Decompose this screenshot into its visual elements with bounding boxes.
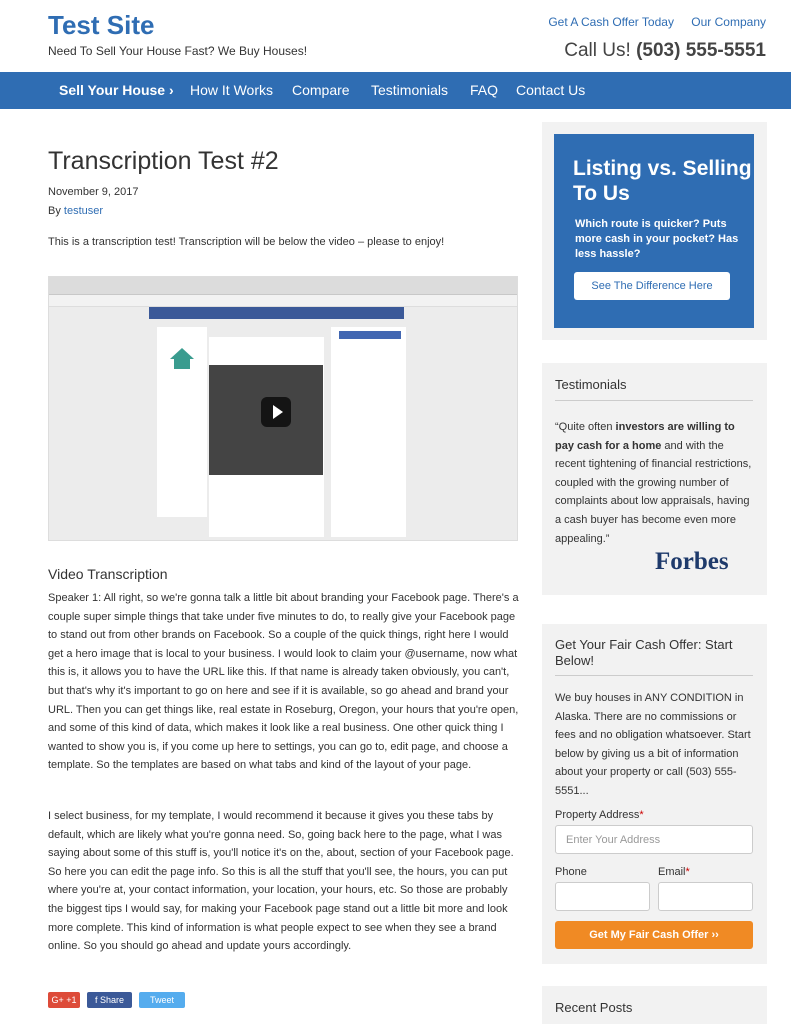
address-label-text: Property Address <box>555 809 640 821</box>
email-label-text: Email <box>658 866 686 878</box>
transcription-paragraph-2: I select business, for my template, I would recommend it because it gives you these tabs by default, which are likely what you're gonna need. So, going back here to the page, what I was saying about some of this stuff is, you'll notice it's on the, about, section of your Facebook page. So here you can edit the page info. So this is all the stuff that you'll see, the hours, you can put where you're at, your contact information, your location, your hours, etc. So those are probably the biggest tips I would say, for making your Facebook page stand out a little bit more and look more complete. This kind of information is what people expect to see when they see a brand online. So you should go ahead and update yours accordingly. <box>48 810 514 953</box>
required-mark: * <box>639 809 644 821</box>
top-link-cash-offer[interactable]: Get A Cash Offer Today <box>548 15 674 29</box>
site-header <box>0 0 791 72</box>
call-us-label: Call Us! <box>564 40 631 61</box>
transcription-heading: Video Transcription <box>48 566 168 582</box>
promo-text: Which route is quicker? Puts more cash in your pocket? Has less hassle? <box>575 218 739 260</box>
phone-label: Phone <box>555 866 587 878</box>
post-intro: This is a transcription test! Transcription will be below the video – please to enjoy! <box>48 236 445 248</box>
video-facebook-right-column <box>331 327 406 537</box>
transcription-paragraph-1: Speaker 1: All right, so we're gonna talk a little bit about branding your Facebook page. There's a couple super simple things that take under five minutes to do, to really give your Facebook page to stand out from other brands on Facebook. So a couple of the quick things, right here I would get a hero image that is local to your business. I would look to claim your @username, now what this is, it allows you to have the URL like this. If that name is already taken obviously, you can't, but that's why it's important to go on here and see if it is available, so go ahead and brand your URL. Then you can get things like, real estate in Roseburg, Oregon, your hours that you're open, and some of this kind of data, which makes it look like a real business. One other quick thing I wanted to show you is, if you come up here to settings, you can go to, edit page, and choose a template. So the templates are based on what tabs and kind of the layout of your page. <box>48 592 519 772</box>
top-link-our-company[interactable]: Our Company <box>691 15 766 29</box>
listing-vs-selling-promo <box>554 134 754 328</box>
video-contact-button <box>339 331 401 339</box>
recent-posts-heading: Recent Posts <box>555 1000 633 1015</box>
call-us <box>564 40 766 62</box>
site-logo[interactable]: Test Site <box>48 10 155 40</box>
play-icon[interactable] <box>261 397 291 427</box>
testimonials-heading: Testimonials <box>555 377 627 392</box>
quote-end: and with the recent tightening of financial restrictions, coupled with the growing number of complaints about low appraisals, having a cash buyer has become even more appealing.” <box>555 439 752 545</box>
main-nav <box>0 72 791 109</box>
video-browser-tabbar <box>49 295 518 307</box>
nav-item-compare[interactable]: Compare <box>292 82 350 98</box>
testimonial-quote <box>555 418 753 548</box>
email-input[interactable] <box>658 882 753 911</box>
twitter-share-button[interactable]: Tweet <box>139 992 185 1008</box>
post-date: November 9, 2017 <box>48 186 139 198</box>
form-heading: Get Your Fair Cash Offer: Start Below! <box>555 637 733 668</box>
quote-start: “Quite often <box>555 421 616 433</box>
byline-label: By <box>48 205 61 217</box>
promo-heading: Listing vs. Selling To Us <box>573 157 752 205</box>
address-input[interactable]: Enter Your Address <box>555 825 753 854</box>
form-description: We buy houses in ANY CONDITION in Alaska. There are no commissions or fees and no obligation whatsoever. Start below by giving us a bit of information about your property or call (503) 555-5551... <box>555 692 751 797</box>
nav-item-sell-your-house[interactable]: Sell Your House › <box>59 82 174 98</box>
house-icon <box>167 343 197 373</box>
divider <box>555 675 753 676</box>
site-tagline: Need To Sell Your House Fast? We Buy Houses! <box>48 44 308 58</box>
video-browser-menubar <box>49 277 518 295</box>
email-label <box>658 866 690 878</box>
see-difference-button[interactable]: See The Difference Here <box>574 272 730 300</box>
phone-input[interactable] <box>555 882 650 911</box>
video-facebook-bar <box>149 307 404 319</box>
divider <box>555 400 753 401</box>
nav-item-testimonials[interactable]: Testimonials <box>371 82 449 98</box>
nav-item-faq[interactable]: FAQ <box>470 82 499 98</box>
facebook-share-button[interactable]: f Share <box>87 992 132 1008</box>
phone-number[interactable]: (503) 555-5551 <box>636 40 766 61</box>
author-link[interactable]: testuser <box>63 205 104 217</box>
forbes-logo: Forbes <box>655 548 729 575</box>
nav-item-contact-us[interactable]: Contact Us <box>516 82 586 98</box>
post-byline <box>48 205 103 217</box>
post-title: Transcription Test #2 <box>48 147 279 175</box>
required-mark: * <box>685 866 690 878</box>
quote-bold: investors are willing to pay cash for a home <box>555 421 735 452</box>
top-links <box>534 15 766 29</box>
get-cash-offer-button[interactable]: Get My Fair Cash Offer ›› <box>555 921 753 949</box>
nav-item-how-it-works[interactable]: How It Works <box>190 82 273 98</box>
gplus-share-button[interactable]: G+ +1 <box>48 992 80 1008</box>
video-embed[interactable] <box>48 276 518 541</box>
address-label <box>555 809 644 821</box>
